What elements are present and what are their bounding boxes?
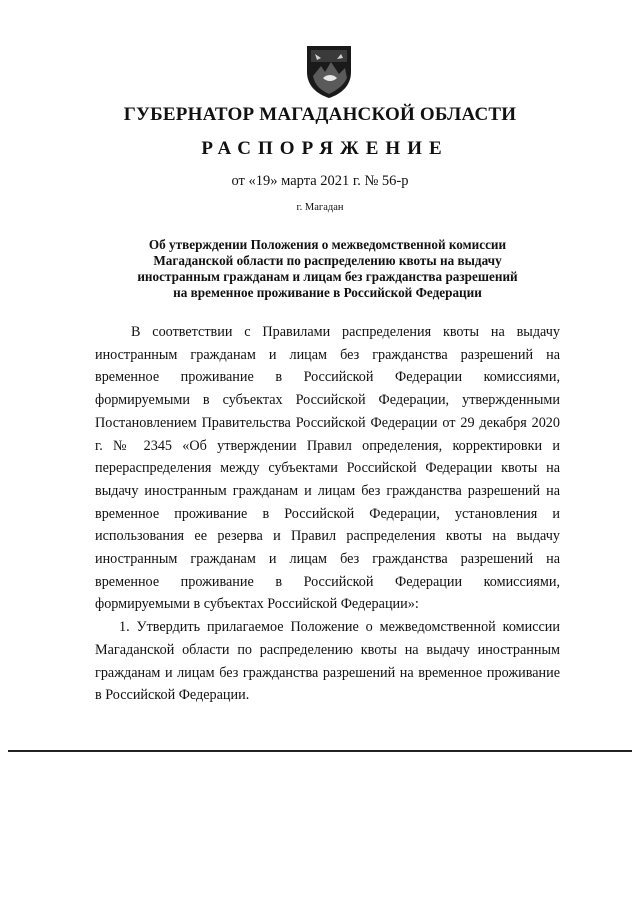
magadan-coat-of-arms-icon (303, 42, 355, 100)
document-city: г. Магадан (296, 202, 344, 213)
body-item-1: 1. Утвердить прилагаемое Положение о межведомственной комиссии Магаданской области по распределению квоты на выдачу иностранным гражданам и лицам без гражданства разрешений на временное проживание в Российской Федерации. (95, 619, 560, 704)
subject-line: Об утверждении Положения о межведомственной комиссии (148, 237, 507, 252)
document-date: от «19» марта 2021 г. № 56-р (231, 173, 409, 189)
subject-line: Магаданской области по распределению квоты на выдачу (153, 253, 502, 268)
subject-line: иностранным гражданам и лицам без гражданства разрешений (137, 269, 518, 284)
subject-line: на временное проживание в Российской Федерации (173, 285, 482, 300)
body-paragraph: В соответствии с Правилами распределения квоты на выдачу иностранным гражданам и лицам без гражданства разрешений на временное проживание в Российской Федерации комиссиями, формируемыми в субъектах Российской Федерации, утвержденными Постановлением Правительства Российской Федерации от 29 декабря 2020 г. № 2345 «Об утверждении Правил определения, корректировки и перераспределения между субъектами Российской Федерации квоты на выдачу иностранным гражданам и лицам без гражданства разрешений на временное проживание в Российской Федерации, установления и использования ее резерва и Правил распределения квоты на выдачу иностранным гражданам и лицам без гражданства разрешений на временное проживание в Российской Федерации комиссиями, формируемыми в субъектах Российской Федерации»: (95, 324, 560, 613)
page-separator (8, 750, 632, 752)
coat-of-arms (303, 42, 355, 100)
governor-title: ГУБЕРНАТОР МАГАДАНСКОЙ ОБЛАСТИ (123, 104, 517, 125)
document-subject (95, 237, 560, 301)
document-body (95, 321, 560, 707)
document-type: РАСПОРЯЖЕНИЕ (201, 138, 449, 159)
